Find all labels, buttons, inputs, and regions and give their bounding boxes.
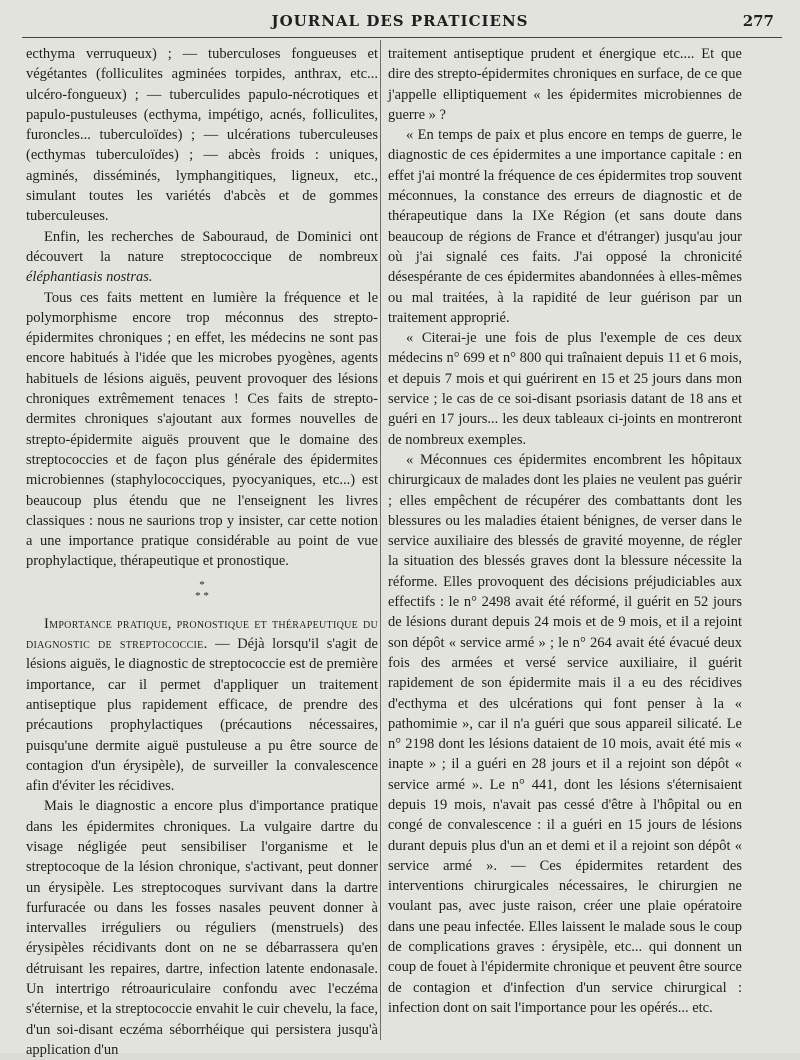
paragraph: « Citerai-je une fois de plus l'exemple de ces deux médecins n° 699 et n° 800 qui traînaient depuis 11 et 6 mois, et depuis 7 mois et qui guérirent en 15 et 25 jours dans mon service ; le cas de ce soi-disant psoriasis datant de 18 ans et guéri en 17 jours... les deux tableaux ci-joints en montreront de nombreux exemples. (388, 330, 742, 448)
paragraph: ecthyma verruqueux) ; — tuberculoses fongueuses et végétantes (folliculites agminées torpides, anthrax, etc... ulcéro-fongueux) ; — tuberculides papulo-nécrotiques et papulo-pustuleuses (ecthyma, impétigo, acnés, folliculites, furoncles... tuberculoïdes) ; — ulcérations tuberculeuses (ecthymas tuberculoïdes) ; — abcès froids : uniques, agminés, disséminés, lymphangitiques, ligneux, etc., simulant toutes les variétés d'abcès et de gommes tuberculeuses. (26, 46, 378, 225)
header-rule (22, 37, 782, 38)
paragraph: « Méconnues ces épidermites encombrent les hôpitaux chirurgicaux de malades dont les plaies ne veulent pas guérir ; elles empêchent de récupérer des combattants dont les blessures ou les maladies étaient bénignes, de verser dans le service auxiliaire des blessés de gravité moyenne, de régler la situation des blessés graves dont la blessure nécessite la réforme. Elles provoquent des décisions préjudiciables aux effectifs : le n° 2498 avait été réformé, il guérit en 52 jours de lésions durant depuis 24 mois et de 9 mois, et il a rejoint son dépôt « service armé » ; le n° 264 avait été évacué deux fois des armées et versé service auxiliaire, il guérit rapidement de son épidermite mais il a eu des récidives d'ecthyma et des ulcérations qui font penser à la « pathomimie », car il n'a guéri que sous appareil silicaté. Le n° 2198 dont les lésions dataient de 10 mois, avait été mis « inapte » ; il a guéri en 28 jours et il a rejoint son dépôt « service armé ». Le n° 441, dont les lésions s'éternisaient depuis 19 mois, n'avait pas cessé d'être à l'hôpital ou en congé de convalescence : il a guéri en 15 jours de lésions durant depuis plus d'un an et demi et il a rejoint son dépôt « service armé ». — Ces épidermites retardent des interventions chirurgicales nécessaires, le chirurgien ne voulant pas, avec juste raison, créer une plaie opératoire dans une peau infectée. Elles laissent le malade sous le coup de complications graves : érysipèle, etc... qui donnent un coup de fouet à l'épidermite chronique et peuvent être source de contagion et d'infection d'un service chirurgical : infection dont on sait l'importance pour les opérés... etc. (388, 451, 742, 1016)
separator-stars-bottom: * * (195, 589, 209, 602)
paragraph: « En temps de paix et plus encore en temps de guerre, le diagnostic de ces épidermites a une importance capitale : en effet j'ai montré la fréquence de ces épidermites trop souvent méconnues, la constance des erreurs de diagnostic et de thérapeutique dans la IXe Région (et sans doute dans beaucoup de régions de France et d'étranger) jusqu'au jour où j'ai signalé ces faits. J'ai opposé la chronicité désespérante de ces épidermites abandonnées à elles-mêmes ou mal traitées, à la rapidité de leur guérison par un traitement approprié. (388, 127, 742, 326)
page-number: 277 (742, 12, 774, 30)
paragraph: Tous ces faits mettent en lumière la fréquence et le polymorphisme encore trop méconnus des strepto-épidermites chroniques ; en effet, les médecins ne sont pas encore habitués à l'idée que les microbes pyogènes, agents habituels de lésions aiguës, peuvent provoquer des lésions chroniques extrêmement tenaces ! Ces faits de strepto-dermites chroniques s'ajoutant aux formes nouvelles de strepto-épidermite aiguës prouvent que le domaine des streptococcies et de façon plus générale des épidermites microbiennes (staphylococciques, pyocyaniques, etc...) est beaucoup plus étendu que ne l'enseignent les livres classiques : nous ne saurions trop y insister, car cette notion a une importance pratique considérable au point de vue prophylactique, thérapeutique et pronostique. (26, 289, 378, 570)
running-head (0, 8, 800, 38)
paragraph-text: Enfin, les recherches de Sabouraud, de Dominici ont découvert la nature streptococcique de nombreux (26, 228, 378, 265)
section-separator (26, 580, 378, 602)
paragraph (26, 614, 378, 797)
paragraph (26, 227, 378, 288)
paragraph-text: — Déjà lorsqu'il s'agit de lésions aiguës, le diagnostic de streptococcie est de première importance, car il permet d'appliquer un traitement antiseptique plus rapidement efficace, de prendre des précautions prophylactiques (précautions nécessaires, puisqu'une dermite aiguë pustuleuse a pu être source de contagion d'un érysipèle), de surveiller la convalescence afin d'éviter les récidives. (26, 636, 378, 795)
journal-title: JOURNAL DES PRATICIENS (271, 12, 529, 30)
section-heading: Importance pratique, pronostique et thérapeutique du diagnostic de streptococcie. (26, 615, 378, 653)
paragraph: traitement antiseptique prudent et énergique etc.... Et que dire des strepto-épidermites chroniques en surface, de ce que j'appelle elliptiquement « les épidermites microbiennes de guerre » ? (388, 46, 742, 123)
column-divider (380, 40, 381, 1040)
left-column (26, 44, 378, 1060)
right-column (388, 44, 742, 1018)
emphasized-term: éléphantiasis nostras. (26, 269, 153, 286)
separator-star-top: * (199, 578, 205, 591)
paragraph: Mais le diagnostic a encore plus d'importance pratique dans les épidermites chroniques. La vulgaire dartre du visage négligée peut sensibiliser l'organisme et le streptocoque de la lésion chronique, s'activant, peut donner un érysipèle. Les streptocoques survivant dans la dartre furfuracée ou dans les fosses nasales peuvent donner à intervalles irréguliers ou réguliers (menstruels) des érysipèles récidivants dont on ne se débarrassera qu'en détruisant les repaires, dartre, infection latente endonasale. Un intertrigo rétroauriculaire confondu avec l'eczéma s'éternise, et la streptococcie envahit le cuir chevelu, la face, d'un soi-disant eczéma séborrhéique qui persistera jusqu'à application d'un (26, 798, 378, 1058)
